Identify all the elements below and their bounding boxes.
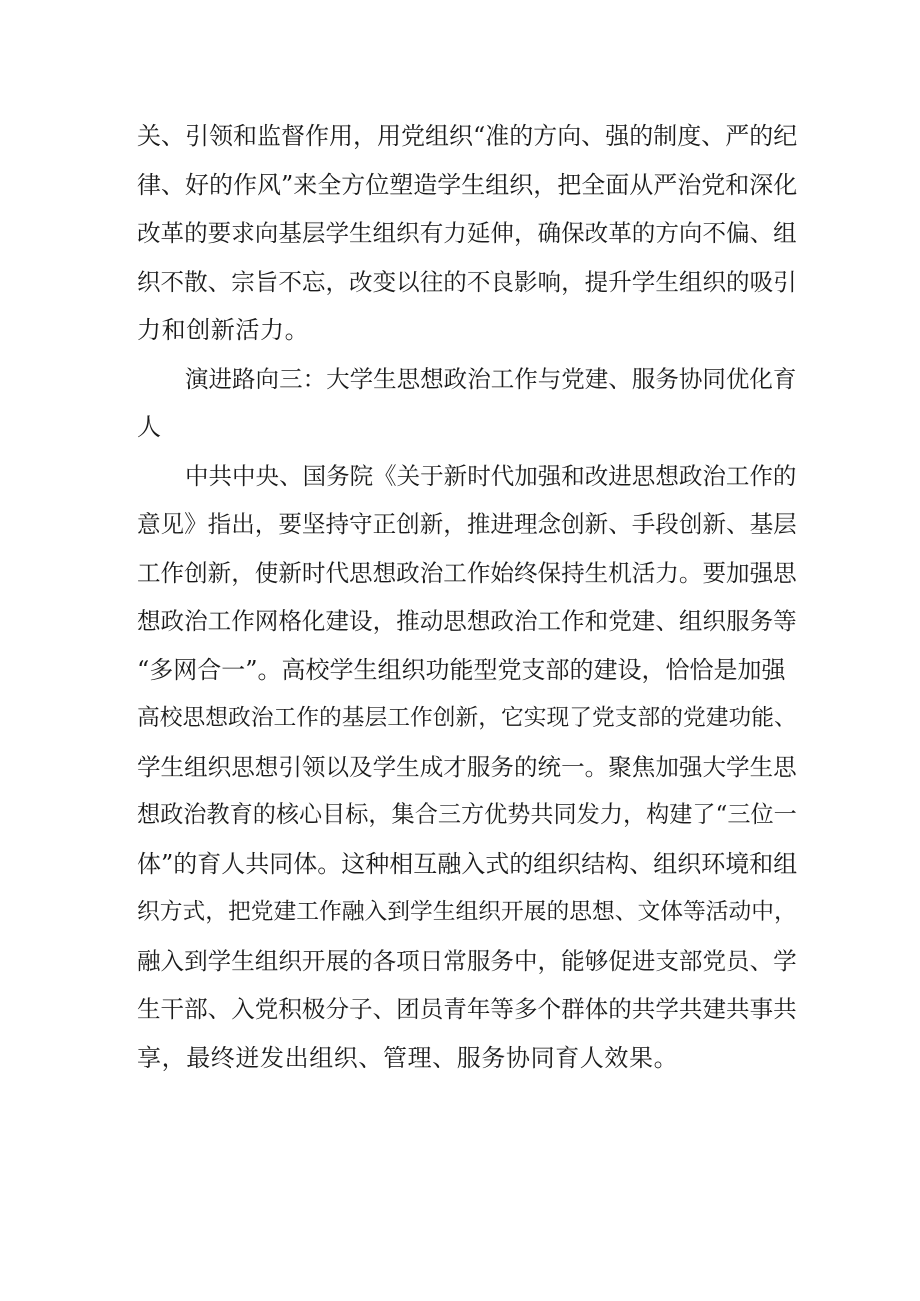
text-line: 力和创新活力。: [137, 316, 310, 344]
text-line: 改革的要求向基层学生组织有力延伸，确保改革的方向不偏、组: [137, 219, 797, 247]
text-line: 体”的育人共同体。这种相互融入式的组织结构、组织环境和组: [137, 849, 798, 878]
text-line: 享，最终迸发出组织、管理、服务协同育人效果。: [137, 1043, 679, 1072]
text-line: 织不散、宗旨不忘，改变以往的不良影响，提升学生组织的吸引: [137, 267, 797, 296]
text-line: 中共中央、国务院《关于新时代加强和改进思想政治工作的: [185, 461, 797, 490]
text-line: 高校思想政治工作的基层工作创新，它实现了党支部的党建功能、: [137, 705, 797, 731]
section-heading-line: 人: [137, 413, 162, 441]
text-line: 生干部、入党积极分子、团员青年等多个群体的共学共建共事共: [137, 995, 797, 1023]
text-line: 织方式，把党建工作融入到学生组织开展的思想、文体等活动中，: [137, 899, 797, 925]
text-line: 想政治工作网格化建设，推动思想政治工作和党建、组织服务等: [137, 607, 797, 635]
text-line: 学生组织思想引领以及学生成才服务的统一。聚焦加强大学生思: [137, 752, 797, 781]
text-line: 关、引领和监督作用，用党组织“准的方向、强的制度、严的纪: [137, 122, 798, 150]
body-text: [137, 112, 797, 1082]
section-heading-line: 演进路向三：大学生思想政治工作与党建、服务协同优化育: [185, 364, 797, 393]
text-line: 想政治教育的核心目标，集合三方优势共同发力，构建了“三位一: [137, 802, 797, 828]
text-line: 律、好的作风”来全方位塑造学生组织，把全面从严治党和深化: [137, 170, 798, 199]
text-line: 融入到学生组织开展的各项日常服务中，能够促进支部党员、学: [137, 946, 797, 975]
text-line: 意见》指出，要坚持守正创新，推进理念创新、手段创新、基层: [137, 510, 797, 538]
text-line: 工作创新，使新时代思想政治工作始终保持生机活力。要加强思: [137, 558, 797, 587]
text-line: “多网合一”。高校学生组织功能型党支部的建设，恰恰是加强: [137, 655, 786, 684]
